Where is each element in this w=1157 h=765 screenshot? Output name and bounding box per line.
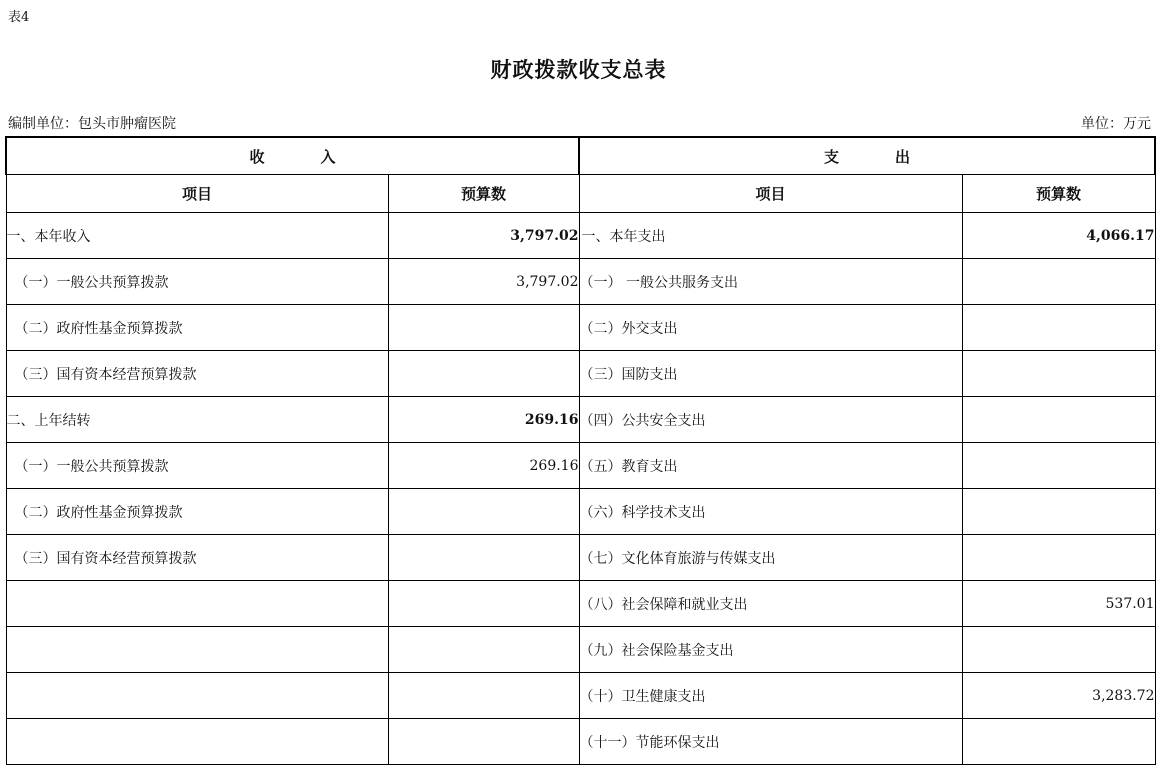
table-row bbox=[6, 351, 1155, 397]
expense-item-cell: （一） 一般公共服务支出 bbox=[579, 259, 962, 305]
expense-value-cell bbox=[962, 443, 1155, 489]
income-item-cell: （二）政府性基金预算拨款 bbox=[6, 489, 388, 535]
income-value-cell: 3,797.02 bbox=[388, 259, 579, 305]
income-item-cell: （一）一般公共预算拨款 bbox=[6, 443, 388, 489]
expense-value-cell: 4,066.17 bbox=[962, 213, 1155, 259]
expense-item-header: 项目 bbox=[579, 175, 962, 213]
expense-value-cell bbox=[962, 489, 1155, 535]
income-value-cell bbox=[388, 627, 579, 673]
expense-value-cell bbox=[962, 627, 1155, 673]
table-row bbox=[6, 673, 1155, 719]
income-value-cell bbox=[388, 305, 579, 351]
income-item-cell bbox=[6, 719, 388, 765]
income-item-cell: 一、本年收入 bbox=[6, 213, 388, 259]
expense-value-cell bbox=[962, 719, 1155, 765]
income-item-cell: （三）国有资本经营预算拨款 bbox=[6, 535, 388, 581]
income-item-header: 项目 bbox=[6, 175, 388, 213]
income-item-cell: 二、上年结转 bbox=[6, 397, 388, 443]
expense-value-cell bbox=[962, 351, 1155, 397]
table-row bbox=[6, 305, 1155, 351]
finance-table bbox=[5, 136, 1156, 765]
column-header-row bbox=[6, 175, 1155, 213]
expense-value-cell: 537.01 bbox=[962, 581, 1155, 627]
income-value-cell bbox=[388, 535, 579, 581]
income-value-cell bbox=[388, 673, 579, 719]
expense-value-cell bbox=[962, 259, 1155, 305]
expense-item-cell: （二）外交支出 bbox=[579, 305, 962, 351]
income-value-cell bbox=[388, 351, 579, 397]
expense-header-char-1: 支 bbox=[823, 147, 839, 166]
income-header-char-2: 入 bbox=[320, 147, 336, 166]
income-item-cell: （二）政府性基金预算拨款 bbox=[6, 305, 388, 351]
table-row bbox=[6, 397, 1155, 443]
income-value-cell: 269.16 bbox=[388, 443, 579, 489]
table-row bbox=[6, 627, 1155, 673]
table-number: 表4 bbox=[8, 10, 30, 25]
income-value-cell bbox=[388, 719, 579, 765]
income-item-cell bbox=[6, 627, 388, 673]
income-item-cell: （三）国有资本经营预算拨款 bbox=[6, 351, 388, 397]
currency-unit: 单位：万元 bbox=[1081, 116, 1151, 132]
income-item-cell: （一）一般公共预算拨款 bbox=[6, 259, 388, 305]
income-budget-header: 预算数 bbox=[388, 175, 579, 213]
table-row bbox=[6, 581, 1155, 627]
expense-value-cell: 3,283.72 bbox=[962, 673, 1155, 719]
expense-item-cell: 一、本年支出 bbox=[579, 213, 962, 259]
expense-item-cell: （四）公共安全支出 bbox=[579, 397, 962, 443]
page-title: 财政拨款收支总表 bbox=[490, 57, 667, 82]
expense-item-cell: （十一）节能环保支出 bbox=[579, 719, 962, 765]
table-row bbox=[6, 489, 1155, 535]
income-value-cell bbox=[388, 581, 579, 627]
table-row bbox=[6, 259, 1155, 305]
expense-value-cell bbox=[962, 535, 1155, 581]
expense-item-cell: （九）社会保险基金支出 bbox=[579, 627, 962, 673]
expense-item-cell: （八）社会保障和就业支出 bbox=[579, 581, 962, 627]
expense-item-cell: （五）教育支出 bbox=[579, 443, 962, 489]
table-row bbox=[6, 213, 1155, 259]
expense-section-header bbox=[579, 137, 1155, 175]
income-value-cell bbox=[388, 489, 579, 535]
expense-item-cell: （七）文化体育旅游与传媒支出 bbox=[579, 535, 962, 581]
expense-item-cell: （六）科学技术支出 bbox=[579, 489, 962, 535]
expense-item-cell: （三）国防支出 bbox=[579, 351, 962, 397]
expense-header-char-2: 出 bbox=[895, 147, 911, 166]
income-item-cell bbox=[6, 581, 388, 627]
expense-budget-header: 预算数 bbox=[962, 175, 1155, 213]
income-item-cell bbox=[6, 673, 388, 719]
table-row bbox=[6, 443, 1155, 489]
income-header-char-1: 收 bbox=[249, 147, 265, 166]
expense-value-cell bbox=[962, 305, 1155, 351]
table-row bbox=[6, 719, 1155, 765]
income-value-cell: 3,797.02 bbox=[388, 213, 579, 259]
income-section-header bbox=[6, 137, 579, 175]
income-value-cell: 269.16 bbox=[388, 397, 579, 443]
compiling-unit: 编制单位：包头市肿瘤医院 bbox=[8, 116, 176, 132]
expense-value-cell bbox=[962, 397, 1155, 443]
table-row bbox=[6, 535, 1155, 581]
expense-item-cell: （十）卫生健康支出 bbox=[579, 673, 962, 719]
section-header-row bbox=[6, 137, 1155, 175]
